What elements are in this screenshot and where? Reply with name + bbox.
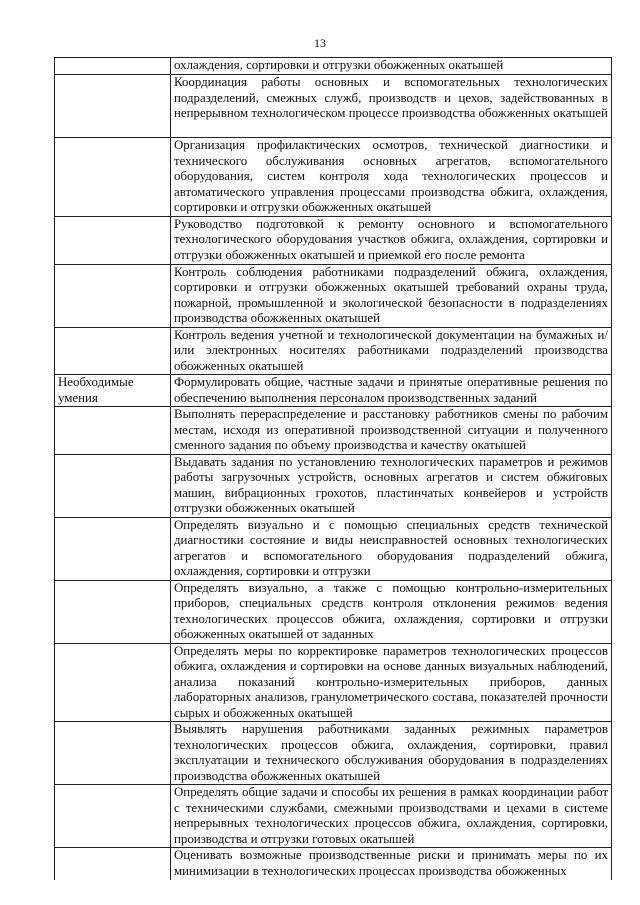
table-row xyxy=(55,58,612,75)
row-label xyxy=(55,454,171,517)
row-text: Оценивать возможные производственные риски и принимать меры по их минимизации в технологических процессах производства обожженных xyxy=(171,848,612,880)
row-label xyxy=(55,785,171,848)
row-text: Выдавать задания по установлению технологических параметров и режимов работы загрузочных устройств, основных агрегатов и систем обжиговых машин, вибрационных грохотов, пластинчатых конвейеров и устройств отгрузки обожженных окатышей xyxy=(171,454,612,517)
table-row xyxy=(55,580,612,643)
table-row xyxy=(55,454,612,517)
table-row xyxy=(55,138,612,217)
row-text: Выполнять перераспределение и расстановку работников смены по рабочим местам, исходя из оперативной производственной ситуации и полученного сменного задания по объему производства и качеству окатышей xyxy=(171,407,612,455)
row-text: Определять визуально и с помощью специальных средств технической диагностики состояние и виды неисправностей основных технологических агрегатов и вспомогательного оборудования подразделений обжига, охлаждения, сортировки и отгрузки xyxy=(171,517,612,580)
table-row xyxy=(55,517,612,580)
section-label-skills: Необходимые умения xyxy=(55,375,171,407)
row-label xyxy=(55,264,171,327)
table-row xyxy=(55,785,612,848)
row-text: Контроль ведения учетной и технологической документации на бумажных и/или электронных носителях работниками подразделений производства обожженных окатышей xyxy=(171,327,612,375)
row-text: Координация работы основных и вспомогательных технологических подразделений, смежных служб, производств и цехов, задействованных в непрерывном технологическом процессе производства обожженных окатышей xyxy=(171,75,612,138)
table-row xyxy=(55,375,612,407)
row-label xyxy=(55,848,171,880)
table-row xyxy=(55,848,612,880)
table-row xyxy=(55,643,612,722)
row-label xyxy=(55,643,171,722)
table-row xyxy=(55,216,612,264)
row-text: Определять меры по корректировке параметров технологических процессов обжига, охлаждения и сортировки на основе данных визуальных наблюдений, анализа показаний контрольно-измерительных приборов, данных лабораторных анализов, гранулометрического состава, показателей прочности сырых и обожженных окатышей xyxy=(171,643,612,722)
row-label xyxy=(55,58,171,75)
competency-table xyxy=(54,57,612,880)
table-row xyxy=(55,722,612,785)
page-number: 13 xyxy=(314,36,326,50)
row-label xyxy=(55,722,171,785)
row-text: охлаждения, сортировки и отгрузки обожженных окатышей xyxy=(171,58,612,75)
row-text: Выявлять нарушения работниками заданных режимных параметров технологических процессов обжига, охлаждения, сортировки, правил эксплуатации и технического обслуживания оборудования в подразделениях производства обожженных окатышей xyxy=(171,722,612,785)
row-text: Руководство подготовкой к ремонту основного и вспомогательного технологического оборудования участков обжига, охлаждения, сортировки и отгрузки обожженных окатышей и приемкой его после ремонта xyxy=(171,216,612,264)
row-label xyxy=(55,407,171,455)
table-row xyxy=(55,75,612,138)
table-row xyxy=(55,407,612,455)
row-text: Организация профилактических осмотров, технической диагностики и технического обслуживания основных агрегатов, вспомогательного оборудования, систем контроля хода технологических процессов и автоматического управления процессами производства обжига, охлаждения, сортировки и отгрузки обожженных окатышей xyxy=(171,138,612,217)
row-label xyxy=(55,517,171,580)
table-row xyxy=(55,327,612,375)
row-label xyxy=(55,138,171,217)
table-row xyxy=(55,264,612,327)
row-label xyxy=(55,216,171,264)
row-text: Определять визуально, а также с помощью контрольно-измерительных приборов, специальных средств контроля отклонения режимов ведения технологических процессов обжига, охлаждения, сортировки и отгрузки обожженных окатышей от заданных xyxy=(171,580,612,643)
row-text: Определять общие задачи и способы их решения в рамках координации работ с техническими службами, смежными производствами и цехами в системе непрерывных технологических процессов обжига, охлаждения, сортировки, производства и отгрузки готовых окатышей xyxy=(171,785,612,848)
row-text: Формулировать общие, частные задачи и принятые оперативные решения по обеспечению выполнения персоналом производственных заданий xyxy=(171,375,612,407)
row-label xyxy=(55,580,171,643)
row-label xyxy=(55,327,171,375)
row-text: Контроль соблюдения работниками подразделений обжига, охлаждения, сортировки и отгрузки обожженных окатышей требований охраны труда, пожарной, промышленной и экологической безопасности в подразделениях производства обожженных окатышей xyxy=(171,264,612,327)
row-label xyxy=(55,75,171,138)
